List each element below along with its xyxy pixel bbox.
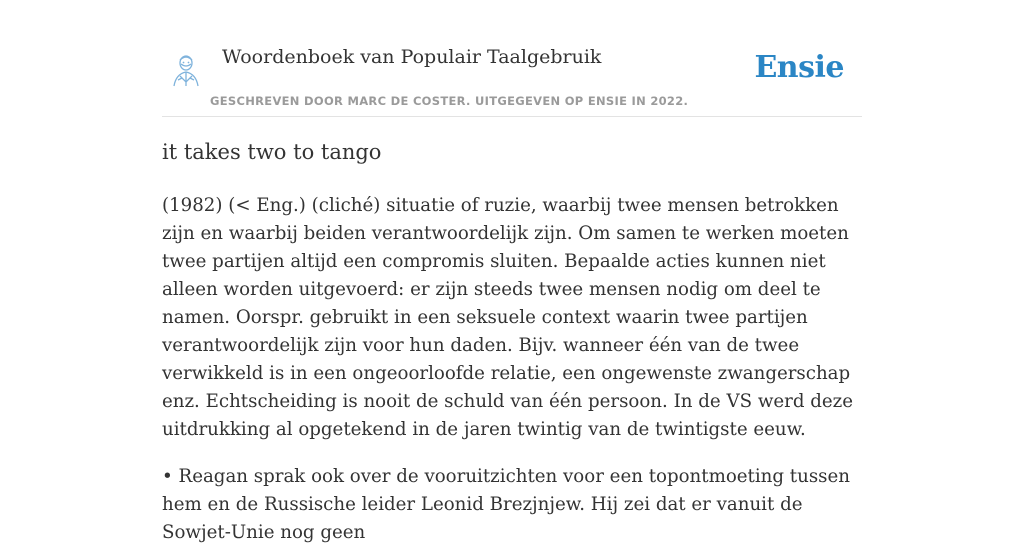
ensie-logo[interactable]: Ensie bbox=[754, 50, 844, 85]
author-portrait-icon[interactable] bbox=[168, 52, 204, 88]
book-title[interactable]: Woordenboek van Populair Taalgebruik bbox=[222, 46, 602, 68]
book-header bbox=[162, 40, 862, 117]
entry-title: it takes two to tango bbox=[162, 140, 382, 164]
entry-definition: (1982) (< Eng.) (cliché) situatie of ruzie, waarbij twee mensen betrokken zijn en waarbij beiden verantwoordelijk zijn. Om samen te werken moeten twee partijen altijd een compromis sluiten. Bepaalde acties kunnen niet alleen worden uitgevoerd: er zijn steeds twee mensen nodig om deel te namen. Oorspr. gebruikt in een seksuele context waarin twee partijen verantwoordelijk zijn voor hun daden. Bijv. wanneer één van de twee verwikkeld is in een ongeoorloofde relatie, een ongewenste zwangerschap enz. Echtscheiding is nooit de schuld van één persoon. In de VS werd deze uitdrukking al opgetekend in de jaren twintig van de twintigste eeuw. bbox=[162, 195, 854, 440]
author-byline: GESCHREVEN DOOR MARC DE COSTER. UITGEGEVEN OP ENSIE IN 2022. bbox=[210, 94, 689, 108]
entry-example: • Reagan sprak ook over de vooruitzichten voor een topontmoeting tussen hem en de Russische leider Leonid Brezjnjew. Hij zei dat er vanuit de Sowjet-Unie nog geen bbox=[162, 466, 850, 543]
